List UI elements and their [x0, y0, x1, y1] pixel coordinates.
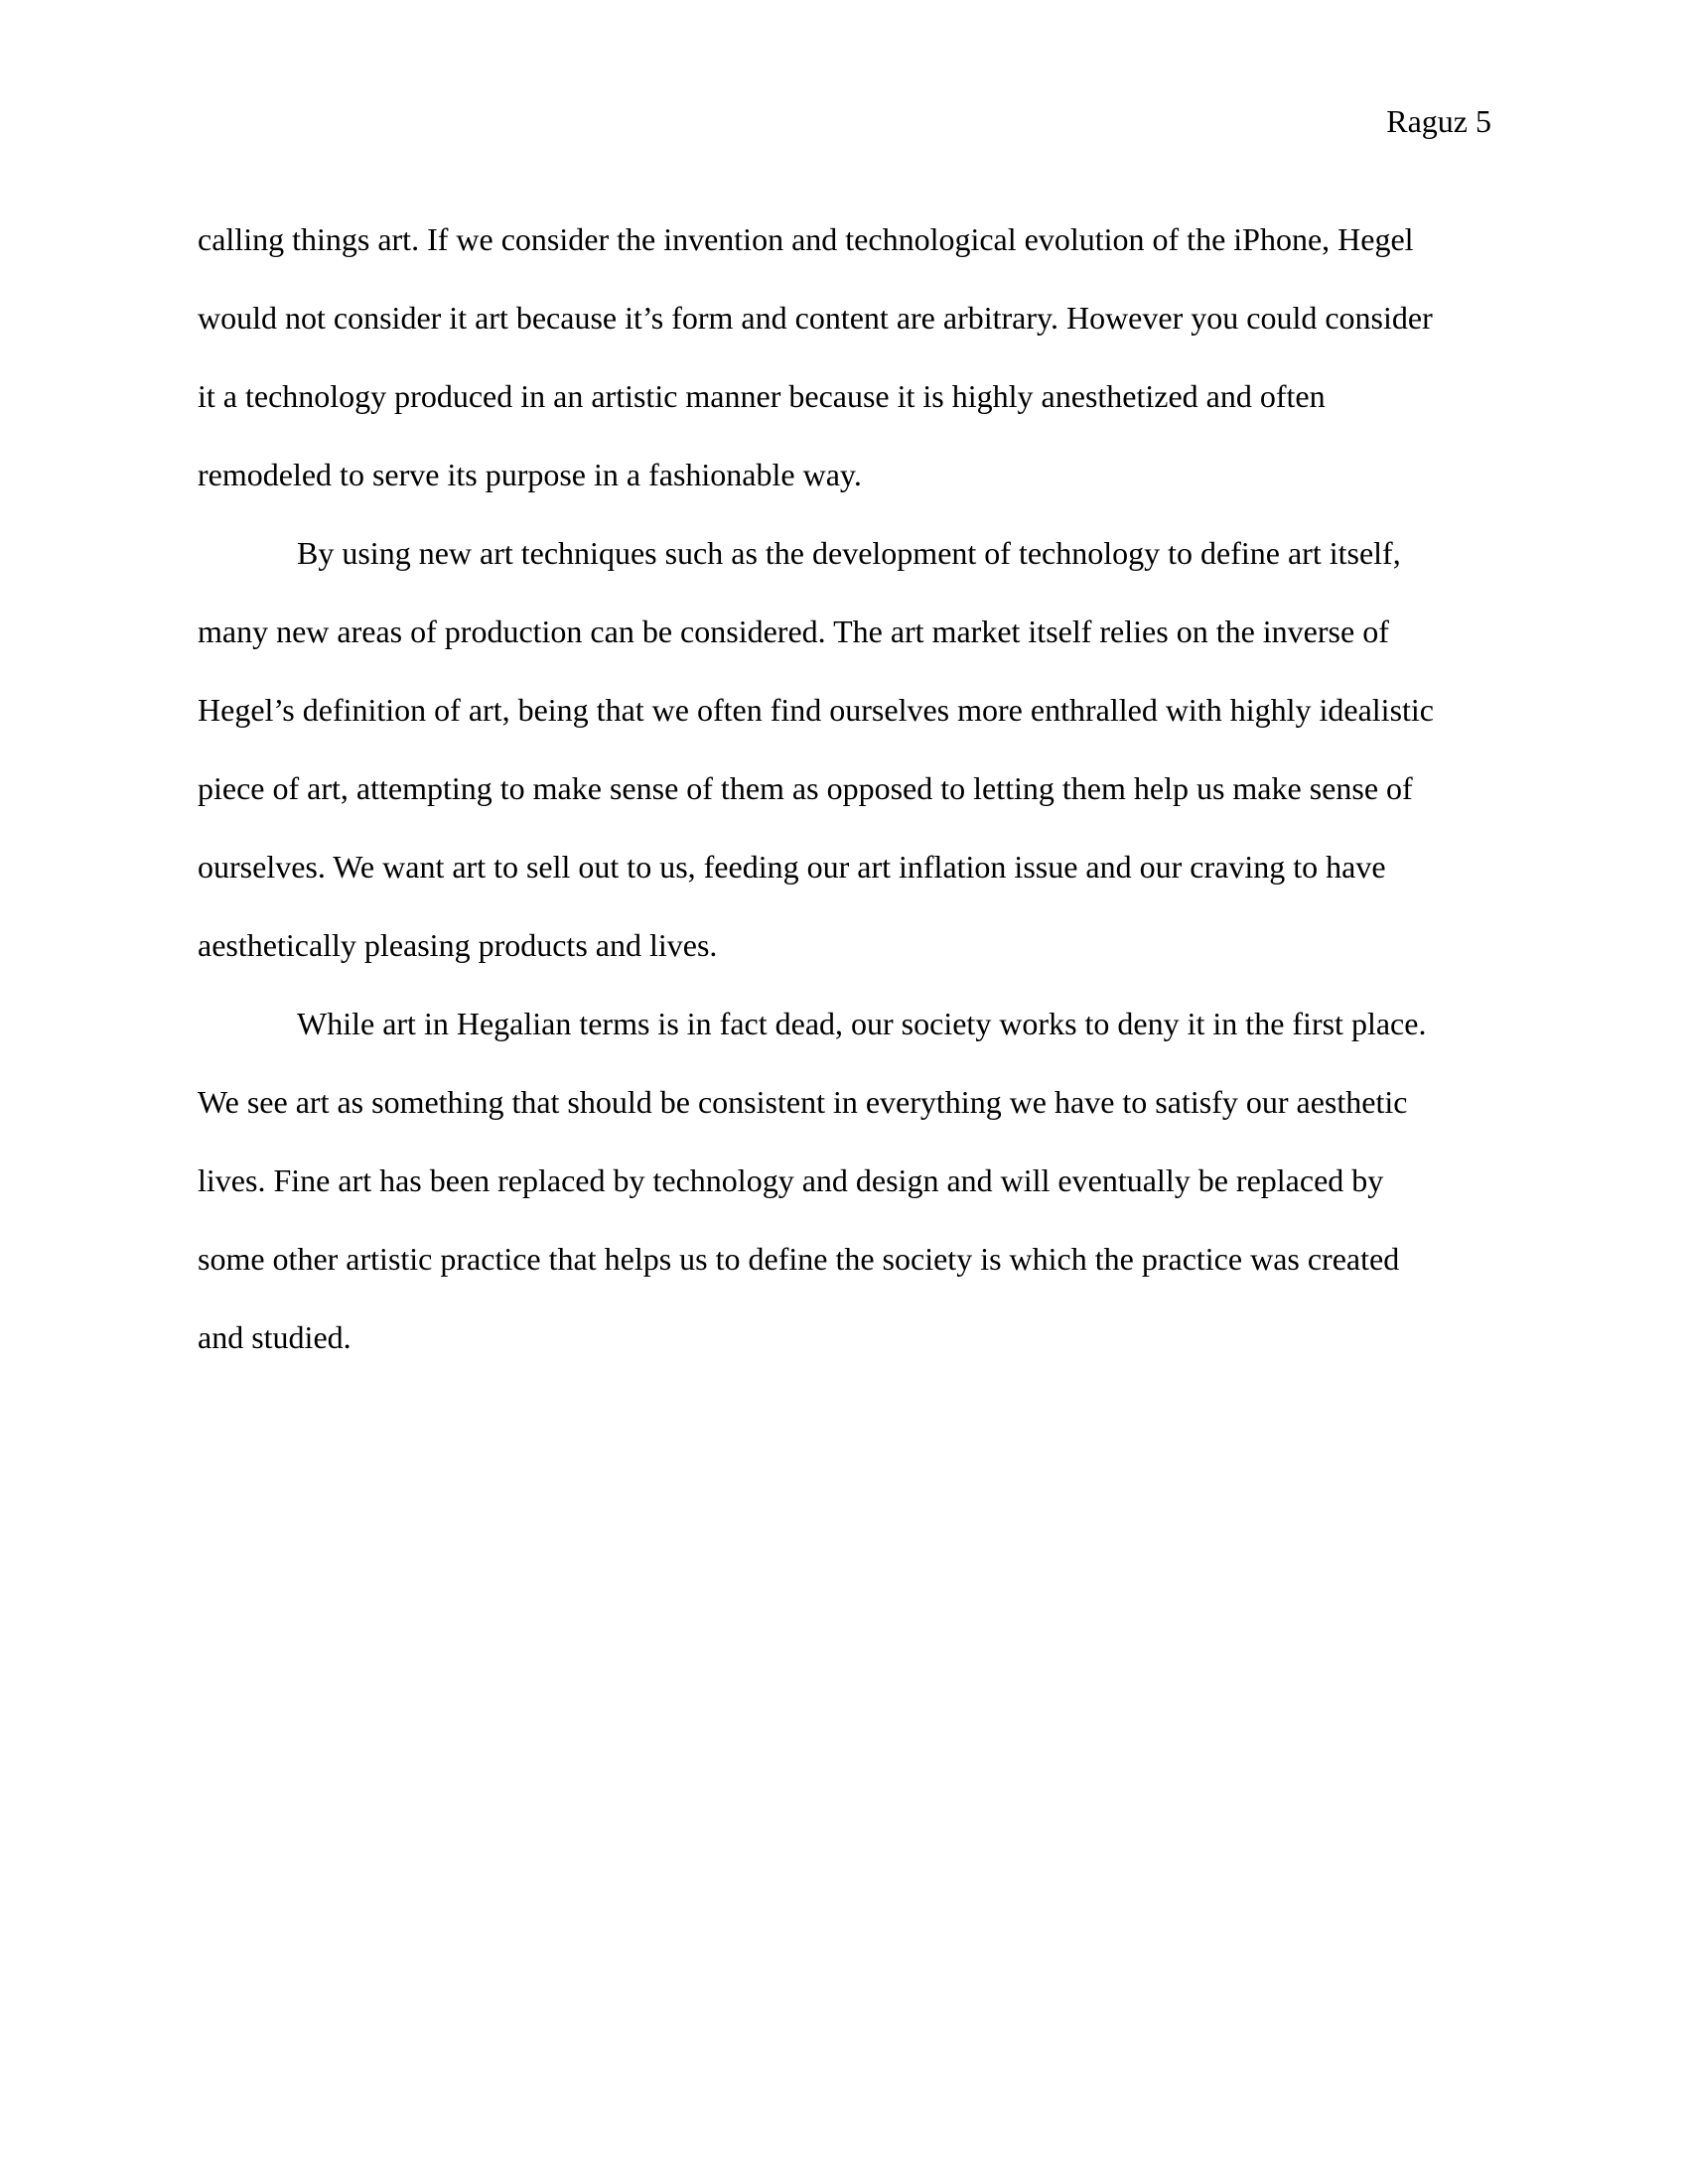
text-line: aesthetically pleasing products and lives. — [198, 927, 718, 963]
text-line: We see art as something that should be consistent in everything we have to satisfy our aesthetic — [198, 1084, 1408, 1120]
text-line: it a technology produced in an artistic manner because it is highly anesthetized and often — [198, 378, 1326, 414]
text-line-first: By using new art techniques such as the development of technology to define art itself, — [297, 535, 1401, 571]
text-line: lives. Fine art has been replaced by technology and design and will eventually be replaced by — [198, 1162, 1384, 1198]
text-line: piece of art, attempting to make sense of them as opposed to letting them help us make sense of — [198, 770, 1413, 806]
paragraph-1 — [198, 201, 1488, 514]
paragraph-2 — [198, 514, 1488, 985]
text-line: ourselves. We want art to sell out to us, feeding our art inflation issue and our craving to have — [198, 849, 1386, 885]
text-line-first: While art in Hegalian terms is in fact dead, our society works to deny it in the first place. — [297, 1006, 1427, 1041]
text-line: many new areas of production can be considered. The art market itself relies on the inverse of — [198, 614, 1389, 649]
text-line: calling things art. If we consider the invention and technological evolution of the iPhone, Hegel — [198, 221, 1414, 257]
text-line: would not consider it art because it’s form and content are arbitrary. However you could consider — [198, 300, 1433, 336]
running-head: Raguz 5 — [1386, 103, 1491, 139]
body-text — [198, 201, 1488, 1377]
text-line: some other artistic practice that helps us to define the society is which the practice was created — [198, 1241, 1400, 1277]
text-line: and studied. — [198, 1319, 352, 1355]
text-line: Hegel’s definition of art, being that we often find ourselves more enthralled with highly idealistic — [198, 692, 1434, 728]
text-line: remodeled to serve its purpose in a fashionable way. — [198, 457, 862, 492]
paragraph-3 — [198, 985, 1488, 1377]
